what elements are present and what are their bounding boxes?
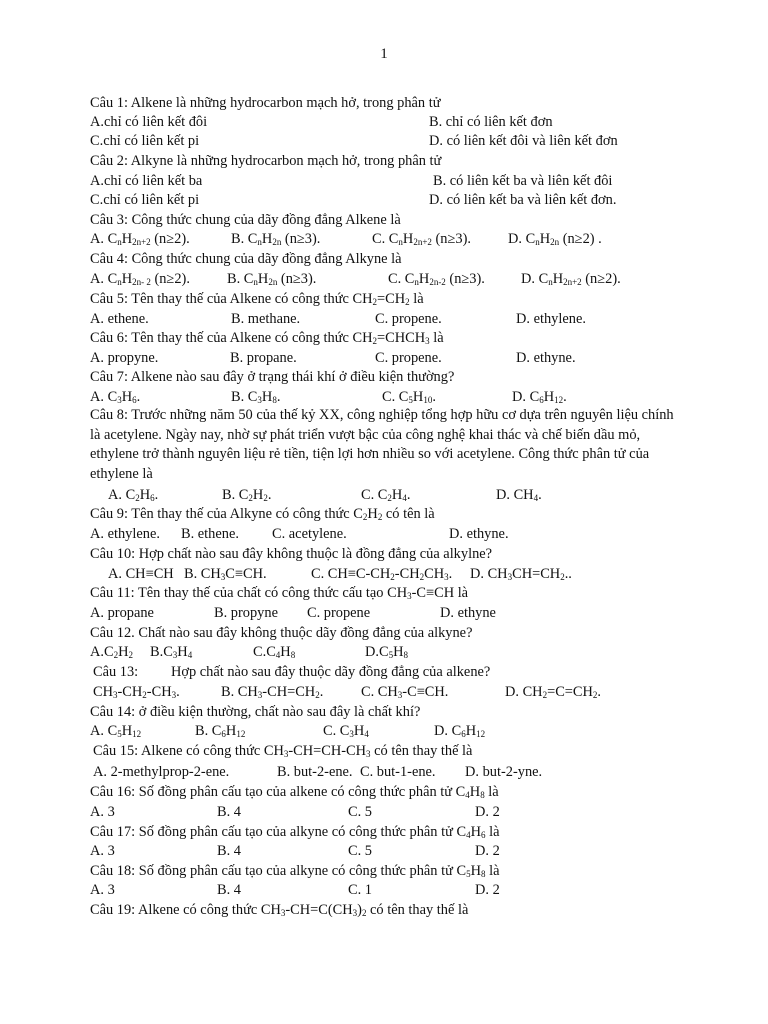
question-text: Câu 15: Alkene có công thức $CH_3-CH=CH-CH_3$ có tên thay thế là — [93, 743, 473, 759]
option-d: D. ethyne — [440, 605, 496, 621]
option-c: C. 5 — [348, 843, 372, 859]
question-text: Câu 2: Alkyne là những hydrocarbon mạch hở, trong phân tử — [90, 153, 442, 169]
option-d: D. ethyne. — [449, 526, 509, 542]
option-b: B. $CH_3C\equiv CH$. — [184, 566, 267, 582]
option-c: C. 1 — [348, 882, 372, 898]
question-text: Câu 18: Số đồng phân cấu tạo của alkyne có công thức phân tử $C_5H_8$ là — [90, 863, 500, 879]
question-number: Câu 13: — [93, 664, 139, 680]
question-text: Câu 11: Tên thay thế của chất có công thức cấu tạo $CH_3-C\equiv CH$ là — [90, 585, 469, 601]
option-b: B. 4 — [217, 843, 241, 859]
page-number: 1 — [380, 46, 388, 62]
option-b: B. $C_3H_8$. — [231, 389, 281, 405]
option-c: C. $CH\equiv C-CH_2-CH_2CH_3$. — [311, 566, 453, 582]
option-b: B. chỉ có liên kết đơn — [429, 114, 553, 130]
option-b: B. có liên kết ba và liên kết đôi — [433, 173, 613, 189]
option-c: C. propene. — [375, 311, 442, 327]
option-a: A. propane — [90, 605, 154, 621]
option-a: A.chỉ có liên kết đôi — [90, 114, 208, 130]
question-text: Câu 6: Tên thay thế của Alkene có công thức $CH_2=CHCH_3$ là — [90, 330, 444, 346]
option-d: D. $CH_2=C=CH_2$. — [505, 684, 602, 700]
option-b: B. $C_2H_2$. — [222, 487, 272, 503]
option-c: $C.C_4H_8$ — [253, 644, 296, 660]
option-b: B. 4 — [217, 804, 241, 820]
option-c: C. $CH_3-C\equiv CH$. — [361, 684, 449, 700]
option-a: $A.C_2H_2$ — [90, 644, 133, 660]
option-a: A. 3 — [90, 804, 115, 820]
question-8: Câu 8: Trước những năm 50 của thế kỷ XX, công nghiệp tổng hợp hữu cơ dựa trên nguyên liệu chính là acetylene. Ngày nay, nhờ sự phát triển vượt bậc của công nghệ khai thác và chế biến dầu mỏ, ethylene trở thành nguyên liệu rẻ tiền, tiện lợi hơn nhiều so với acetylene. Công thức phân tử của ethylene là — [90, 407, 674, 482]
option-a: A. 3 — [90, 843, 115, 859]
option-a: $CH_3-CH_2-CH_3$. — [93, 684, 180, 700]
option-d: D. $CH_4$. — [496, 487, 542, 503]
option-d: D. $C_6H_{12}$. — [512, 389, 567, 405]
option-d: D. 2 — [475, 804, 500, 820]
option-a: A. 2-methylprop-2-ene. — [93, 764, 230, 780]
option-b: B. but-2-ene. — [277, 764, 353, 780]
option-b: B. propyne — [214, 605, 278, 621]
option-a: A.chỉ có liên kết ba — [90, 173, 203, 189]
option-b: B. 4 — [217, 882, 241, 898]
question-text: Câu 4: Công thức chung của dãy đồng đẳng Alkyne là — [90, 251, 402, 267]
option-c: C. $C_nH_{2n+2}$ (n≥3). — [372, 231, 471, 247]
question-text: Câu 16: Số đồng phân cấu tạo của alkene có công thức phân tử $C_4H_8$ là — [90, 784, 499, 800]
option-b: B. methane. — [231, 311, 301, 327]
option-d: D. but-2-yne. — [465, 764, 543, 780]
option-a: A. 3 — [90, 882, 115, 898]
option-a: A. $C_nH_{2n- 2}$ (n≥2). — [90, 271, 190, 287]
option-d: D. ethyne. — [516, 350, 576, 366]
option-d: D. $C_6H_{12}$ — [434, 723, 486, 739]
option-a: A. propyne. — [90, 350, 159, 366]
option-c: C. propene — [307, 605, 371, 621]
question-text: Câu 14: ở điều kiện thường, chất nào sau đây là chất khí? — [90, 704, 421, 720]
option-b: B. $CH_3-CH=CH_2$. — [221, 684, 324, 700]
question-text: Câu 7: Alkene nào sau đây ở trạng thái khí ở điều kiện thường? — [90, 369, 455, 385]
option-b: $B.C_3H_4$ — [150, 644, 193, 660]
option-a: A. $C_3H_6$. — [90, 389, 141, 405]
question-text: Câu 1: Alkene là những hydrocarbon mạch hở, trong phân tử — [90, 95, 441, 111]
option-d: D. $CH_3CH=CH_2$.. — [470, 566, 572, 582]
option-d: D. có liên kết ba và liên kết đơn. — [429, 192, 617, 208]
question-text: Câu 12. Chất nào sau đây không thuộc dãy đồng đẳng của alkyne? — [90, 625, 473, 641]
option-d: D. 2 — [475, 843, 500, 859]
option-c: C. $C_nH_{2n-2}$ (n≥3). — [388, 271, 485, 287]
question-text: Câu 17: Số đồng phân cấu tạo của alkyne có công thức phân tử $C_4H_6$ là — [90, 824, 500, 840]
option-c: C.chỉ có liên kết pi — [90, 192, 200, 208]
option-c: C. but-1-ene. — [360, 764, 436, 780]
option-b: B. $C_6H_{12}$ — [195, 723, 246, 739]
option-c: C.chỉ có liên kết pi — [90, 133, 200, 149]
option-d: D. $C_nH_{2n+2}$ (n≥2). — [521, 271, 621, 287]
option-c: C. $C_2H_4$. — [361, 487, 411, 503]
question-text: Câu 3: Công thức chung của dãy đồng đẳng Alkene là — [90, 212, 401, 228]
question-text: Câu 9: Tên thay thế của Alkyne có công thức $C_2H_2$ có tên là — [90, 506, 435, 522]
option-d: D. ethylene. — [516, 311, 586, 327]
option-c: C. $C_5H_{10}$. — [382, 389, 436, 405]
option-a: A. ethene. — [90, 311, 149, 327]
option-a: A. $C_5H_{12}$ — [90, 723, 142, 739]
question-text: Câu 5: Tên thay thế của Alkene có công thức $CH_2=CH_2$ là — [90, 291, 424, 307]
option-c: C. acetylene. — [272, 526, 347, 542]
option-d: $D.C_5H_8$ — [365, 644, 408, 660]
option-a: A. ethylene. — [90, 526, 160, 542]
option-c: C. 5 — [348, 804, 372, 820]
question-text: Câu 10: Hợp chất nào sau đây không thuộc là đồng đẳng của alkylne? — [90, 546, 493, 562]
option-b: B. $C_nH_{2n}$ (n≥3). — [231, 231, 321, 247]
question-text: Hợp chất nào sau đây thuộc dãy đồng đẳng của alkene? — [171, 664, 491, 680]
option-a: A. CH≡CH — [108, 566, 174, 582]
option-c: C. propene. — [375, 350, 442, 366]
option-a: A. $C_nH_{2n+2}$ (n≥2). — [90, 231, 190, 247]
option-b: B. propane. — [230, 350, 297, 366]
option-d: D. 2 — [475, 882, 500, 898]
option-d: D. $C_nH_{2n}$ (n≥2) . — [508, 231, 602, 247]
option-b: B. $C_nH_{2n}$ (n≥3). — [227, 271, 317, 287]
option-b: B. ethene. — [181, 526, 239, 542]
option-d: D. có liên kết đôi và liên kết đơn — [429, 133, 618, 149]
option-a: A. $C_2H_6$. — [108, 487, 159, 503]
question-text: Câu 19: Alkene có công thức $CH_3-CH=C(CH_3)_2$ có tên thay thế là — [90, 902, 469, 918]
option-c: C. $C_3H_4$ — [323, 723, 369, 739]
